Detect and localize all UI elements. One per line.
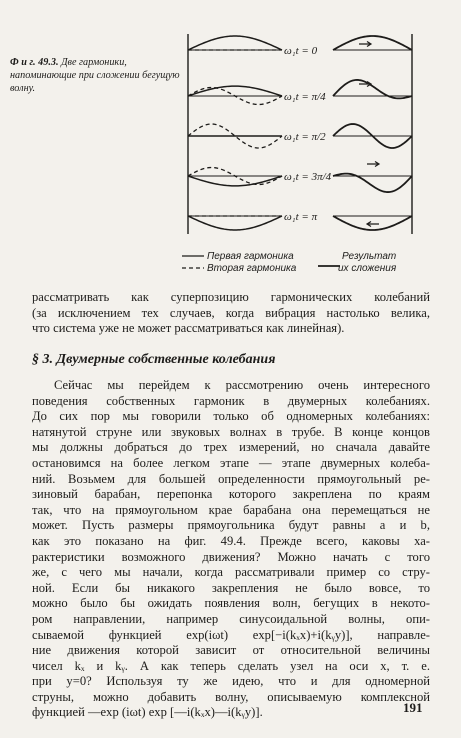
figure-caption — [10, 56, 180, 95]
direction-arrow — [367, 162, 379, 167]
text-line: как это показано на фиг. 49.4. Прежде всего, каковы ха- — [32, 533, 430, 548]
result-curve — [333, 36, 412, 50]
text-line: при y=0? Используя ту же идею, что и для одномерной — [32, 674, 430, 689]
text-line: что система уже не может рассматриваться как линейная). — [32, 321, 345, 336]
figure-49-3 — [180, 30, 420, 278]
legend-result: Результат — [342, 251, 397, 262]
time-label: ω₁t = 3π/4 — [284, 171, 332, 183]
text-line: струны, можно добавить волну, описываемую комплексной — [32, 689, 430, 704]
section-title: § 3. Двумерные собственные колебания — [32, 352, 276, 367]
text-line: так, что на прямоугольном крае барабана она перемещаться не — [32, 502, 430, 517]
time-label: ω₁t = π — [284, 211, 318, 223]
page-number: 191 — [403, 700, 423, 715]
text-line: зиновый барабан, перепонка которого закреплена по краям — [32, 487, 430, 502]
first-harmonic-curve — [188, 36, 282, 50]
legend-first-harmonic: Первая гармоника — [207, 251, 294, 262]
figure-time-labels — [284, 45, 332, 223]
result-curve — [333, 216, 412, 230]
figure-caption-text: Две гармоники, напоминающие при сложении бегущую волну. — [10, 57, 180, 94]
legend-result-line2: их сложения — [338, 263, 397, 274]
text-line: поведения собственных гармоник в двумерных колебаниях. — [32, 393, 430, 408]
text-line: чисел kₓ и kᵧ. А как теперь сделать узел на оси x, т. е. — [32, 658, 430, 673]
time-label: ω₁t = 0 — [284, 45, 318, 57]
text-line: мы должны добраться до трех измерений, но сначала давайте — [32, 440, 430, 455]
time-label: ω₁t = π/2 — [284, 131, 326, 143]
text-line: функцией —exp (iωt) exp [—i(kₓx)—i(kᵧy)]. — [32, 705, 263, 720]
first-harmonic-curve — [188, 176, 282, 186]
direction-arrow — [367, 222, 379, 227]
text-line: ние движения которой зависит от относительной величины — [32, 643, 430, 658]
text-line: ной. Если бы никакого закрепления не было вовсе, то — [32, 580, 430, 595]
text-line: остановимся на более легком этапе — этапе двумерных колеба- — [32, 455, 430, 470]
text-line: натянутой струне или звуковых волнах в трубе. В конце концов — [32, 424, 430, 439]
text-line: рассматривать как суперпозицию гармонических колебаний — [32, 290, 430, 304]
figure-legend — [182, 251, 397, 274]
text-line: рактеристики возможного движения? Можно начать с того — [32, 549, 430, 564]
text-line: можно было бы ожидать появления волн, бегущих в некото- — [32, 596, 430, 611]
text-line: ний. Возьмем для большей определенности прямоугольный ре- — [32, 471, 430, 486]
legend-second-harmonic: Вторая гармоника — [207, 263, 297, 274]
text-line: Сейчас мы перейдем к рассмотрению очень интересного — [54, 378, 430, 392]
time-label: ω₁t = π/4 — [284, 91, 326, 103]
text-line: ром направлении, например синусоидальной волны, опи- — [32, 611, 430, 626]
text-line: сываемой функцией exp(iωt) exp[−i(kₓx)+i(kᵧy)], направле- — [32, 627, 430, 642]
text-line: До сих пор мы говорили только об одномерных колебаниях: — [32, 409, 430, 424]
text-line: же, с чего мы начали, когда рассматривали пример со стру- — [32, 565, 430, 580]
figure-caption-label: Ф и г. 49.3. — [10, 57, 59, 68]
text-line: (за исключением тех случаев, когда вибрация настолько велика, — [32, 305, 430, 320]
paragraph-intro — [32, 290, 430, 337]
direction-arrow — [359, 42, 371, 47]
paragraph-main — [32, 378, 430, 721]
first-harmonic-curve — [188, 86, 282, 96]
first-harmonic-curve — [188, 216, 282, 230]
text-line: может. Пусть размеры прямоугольника будут равны a и b, — [32, 518, 430, 533]
